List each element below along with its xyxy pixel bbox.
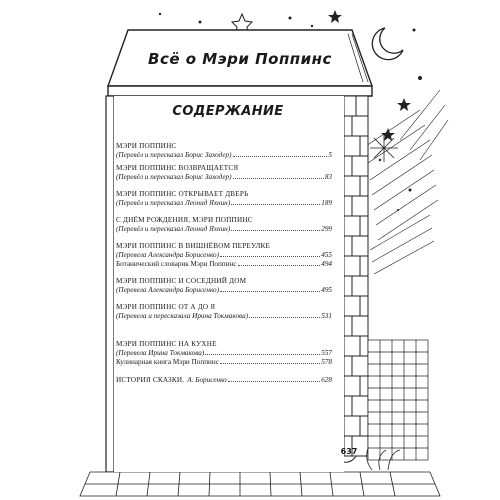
entry-page: 455 [321, 251, 332, 259]
leader-dots [233, 151, 328, 157]
toc-entry[interactable] [116, 242, 332, 269]
leader-dots [228, 376, 320, 382]
entry-title: МЭРИ ПОППИНС И СОСЕДНИЙ ДОМ [116, 277, 247, 285]
entry-author: А. Борисенко [187, 376, 227, 384]
entry-title: ИСТОРИЯ СКАЗКИ. [116, 376, 185, 384]
entry-title: МЭРИ ПОППИНС НА КУХНЕ [116, 340, 217, 348]
toc-entry[interactable] [116, 340, 332, 367]
entry-page: 578 [321, 358, 332, 366]
toc-entry[interactable] [116, 303, 332, 321]
leader-dots [238, 260, 321, 266]
leader-dots [205, 349, 320, 355]
toc-entry[interactable] [116, 142, 332, 160]
entry-translator: (Перевела Александра Борисенко) [116, 286, 220, 294]
toc-entry[interactable] [116, 376, 332, 385]
leader-dots [220, 358, 320, 364]
entry-page: 495 [321, 286, 332, 294]
entry-title: МЭРИ ПОППИНС ВОЗВРАЩАЕТСЯ [116, 164, 239, 172]
entry-title: МЭРИ ПОППИНС ОТКРЫВАЕТ ДВЕРЬ [116, 190, 249, 198]
book-title: Всё о Мэри Поппинс [148, 50, 332, 68]
page-number: 637 [340, 447, 358, 456]
toc-entry[interactable] [116, 216, 332, 234]
entry-page: 531 [321, 312, 332, 320]
leader-dots [233, 173, 324, 179]
entry-appendix: Кулинарная книга Мэри Поппинс [116, 358, 219, 366]
entry-title: МЭРИ ПОППИНС [116, 142, 177, 150]
entry-translator: (Перевёл и пересказал Леонид Яхнин) [116, 199, 231, 207]
entry-translator: (Перевела Ирина Токмакова) [116, 349, 205, 357]
toc-entry[interactable] [116, 164, 332, 182]
entry-appendix: Ботанический словарик Мэри Поппинс [116, 260, 237, 268]
leader-dots [231, 199, 320, 205]
entry-title: МЭРИ ПОППИНС ОТ А ДО Я [116, 303, 216, 311]
entry-page: 299 [321, 225, 332, 233]
brick-column [344, 96, 368, 456]
entry-page: 494 [321, 260, 332, 268]
pavement [80, 472, 440, 496]
entry-translator: (Перевёл и пересказал Борис Заходер) [116, 151, 232, 159]
entry-translator: (Перевела и пересказала Ирина Токмакова) [116, 312, 249, 320]
left-wall-edge [106, 96, 114, 472]
entry-page: 83 [324, 173, 332, 181]
entry-page: 189 [321, 199, 332, 207]
entry-translator: (Перевёл и пересказал Борис Заходер) [116, 173, 232, 181]
moon [372, 28, 403, 60]
leader-dots [220, 286, 320, 292]
sky-hatching [360, 90, 448, 274]
garden-wall [368, 340, 428, 460]
toc-entry[interactable] [116, 277, 332, 295]
entry-page: 5 [328, 151, 332, 159]
entry-title: МЭРИ ПОППИНС В ВИШНЁВОМ ПЕРЕУЛКЕ [116, 242, 271, 250]
toc-entry[interactable] [116, 190, 332, 208]
leader-dots [220, 251, 320, 257]
leader-dots [231, 225, 320, 231]
leader-dots [249, 312, 320, 318]
toc-heading: СОДЕРЖАНИЕ [172, 104, 284, 119]
entry-page: 628 [321, 376, 332, 384]
entry-page: 557 [321, 349, 332, 357]
entry-translator: (Перевёл и пересказал Леонид Яхнин) [116, 225, 231, 233]
entry-translator: (Перевела Александра Борисенко) [116, 251, 220, 259]
firework [370, 134, 398, 162]
entry-title: С ДНЁМ РОЖДЕНИЯ, МЭРИ ПОППИНС [116, 216, 253, 224]
